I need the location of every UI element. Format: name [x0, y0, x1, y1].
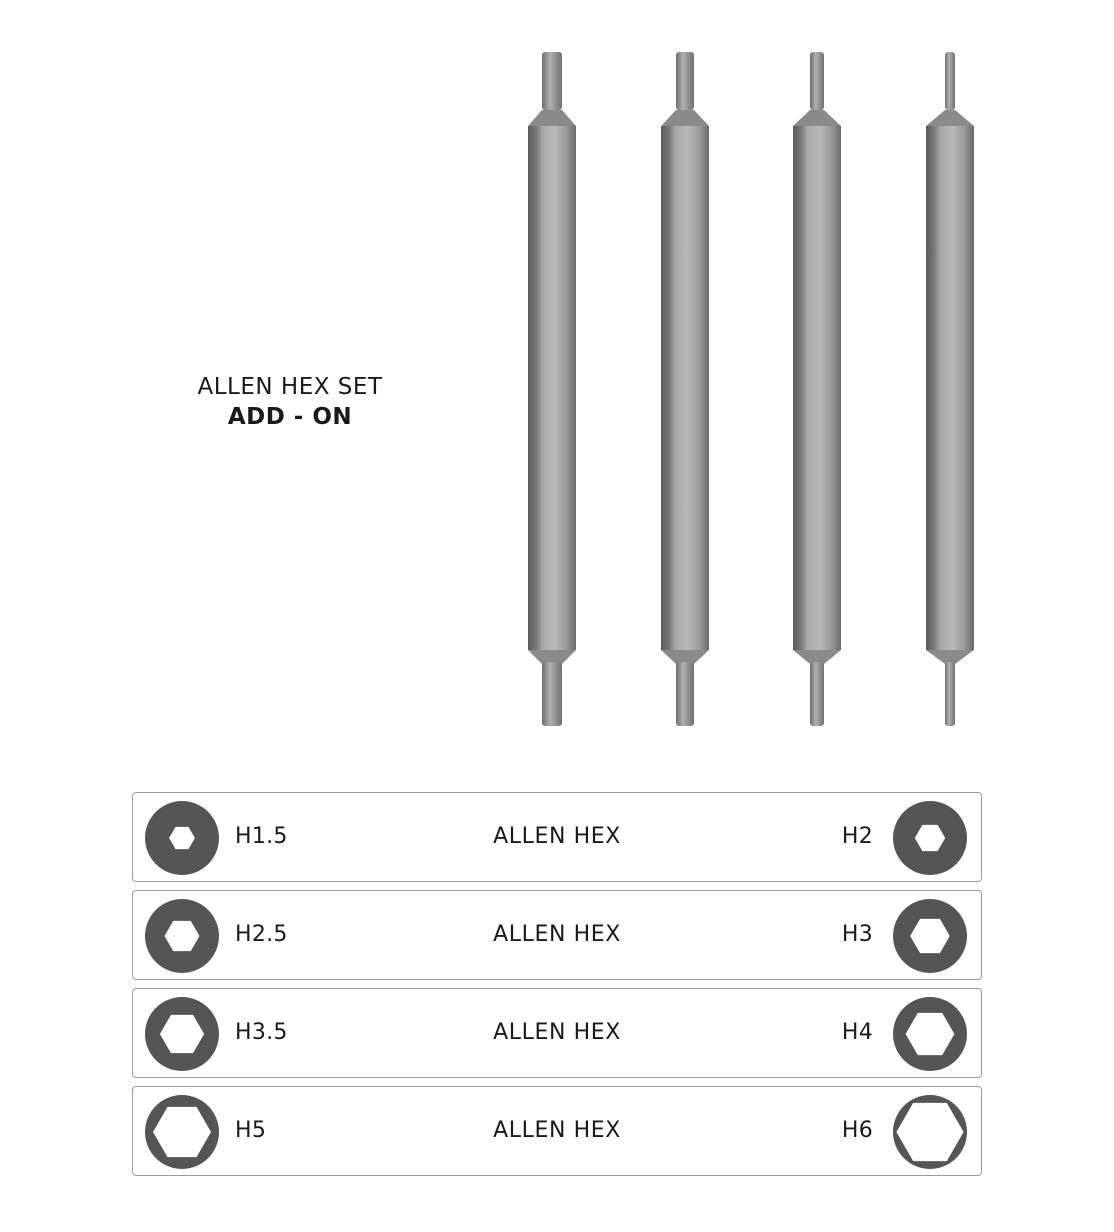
- torx-bit: [793, 52, 841, 726]
- hex-size-label-right: H2: [841, 824, 873, 849]
- hex-size-label-right: H4: [841, 1020, 873, 1045]
- row-type-label: ALLEN HEX: [493, 922, 621, 947]
- row-type-label: ALLEN HEX: [493, 1020, 621, 1045]
- heading-title: ALLEN HEX SET: [197, 374, 383, 400]
- hex-size-row: [132, 890, 982, 980]
- row-type-label: ALLEN HEX: [493, 1118, 621, 1143]
- product-heading: [160, 372, 420, 432]
- torx-bit: [661, 52, 709, 726]
- torx-bit: [926, 52, 974, 726]
- hex-size-row: [132, 1086, 982, 1176]
- hex-size-row: [132, 792, 982, 882]
- heading-subtitle: ADD - ON: [227, 404, 353, 430]
- row-type-label: ALLEN HEX: [493, 824, 621, 849]
- torx-bit: [528, 52, 576, 726]
- hex-size-label-left: H3.5: [235, 1020, 288, 1045]
- hex-socket-icon: [892, 898, 968, 974]
- hex-size-label-right: H6: [841, 1118, 873, 1143]
- hex-socket-icon: [892, 996, 968, 1072]
- hex-socket-icon: [892, 800, 968, 876]
- hex-size-label-left: H1.5: [235, 824, 288, 849]
- hex-size-table: [132, 792, 982, 1184]
- hex-socket-icon: [892, 1094, 968, 1170]
- hex-size-row: [132, 988, 982, 1078]
- hex-size-label-left: H5: [235, 1118, 267, 1143]
- bit-illustration: [500, 40, 1000, 740]
- hex-size-label-left: H2.5: [235, 922, 288, 947]
- hex-size-label-right: H3: [841, 922, 873, 947]
